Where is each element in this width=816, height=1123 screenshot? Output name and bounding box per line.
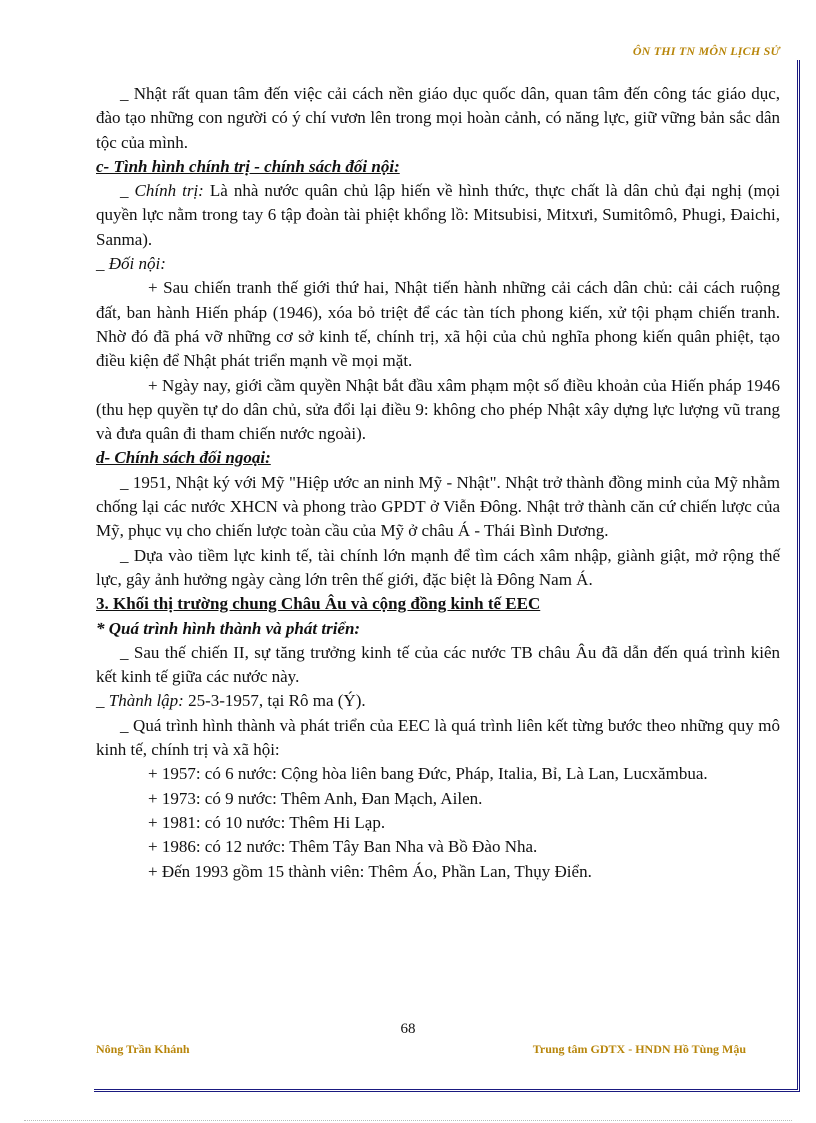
document-body: [96, 82, 780, 884]
footer-author: Nông Trần Khánh: [96, 1042, 190, 1056]
paragraph: _ Dựa vào tiềm lực kinh tế, tài chính lớn mạnh để tìm cách xâm nhập, giành giật, mở rộng thế lực, gây ảnh hưởng ngày càng lớn trên thế giới, đặc biệt là Đông Nam Á.: [96, 545, 780, 589]
footer-organization: Trung tâm GDTX - HNDN Hồ Tùng Mậu: [532, 1042, 746, 1056]
list-item: + 1973: có 9 nước: Thêm Anh, Đan Mạch, Ailen.: [148, 788, 483, 808]
paragraph: _ Chính trị: Là nhà nước quân chủ lập hiến về hình thức, thực chất là dân chủ đại nghị (mọi quyền lực nằm trong tay 6 tập đoàn tài phiệt khổng lồ: Mitsubisi, Mitxưi, Sumitômô, Phugi, Đaichi, Sanma).: [96, 181, 781, 249]
page-number: 68: [400, 1021, 416, 1037]
list-item: + Đến 1993 gồm 15 thành viên: Thêm Áo, Phần Lan, Thụy Điển.: [148, 861, 592, 881]
paragraph: + Sau chiến tranh thế giới thứ hai, Nhật tiến hành những cải cách dân chủ: cải cách ruộng đất, ban hành Hiến pháp (1946), xóa bỏ triệt để các tàn tích phong kiến, xử tội phạm chiến tranh. Nhờ đó đã phá vỡ những cơ sở kinh tế, chính trị, xã hội của chủ nghĩa phong kiến quân phiệt, tạo điều kiện để Nhật phát triển mạnh về mọi mặt.: [96, 278, 780, 371]
paragraph: _ Quá trình hình thành và phát triển của EEC là quá trình liên kết từng bước theo những quy mô kinh tế, chính trị và xã hội:: [96, 715, 780, 760]
list-item: + 1986: có 12 nước: Thêm Tây Ban Nha và Bồ Đào Nha.: [148, 837, 538, 857]
section-heading-3: 3. Khối thị trường chung Châu Âu và cộng đồng kinh tế EEC: [96, 594, 541, 614]
paragraph: _ 1951, Nhật ký với Mỹ "Hiệp ước an ninh Mỹ - Nhật". Nhật trở thành đồng minh của Mỹ nhằm chống lại các nước XHCN và phong trào GPDT ở Viễn Đông. Nhật trở thành căn cứ chiến lược của Mỹ, phục vụ cho chiến lược toàn cầu của Mỹ ở châu Á - Thái Bình Dương.: [96, 472, 780, 541]
paragraph: _ Nhật rất quan tâm đến việc cải cách nền giáo dục quốc dân, quan tâm đến công tác giáo dục, đào tạo những con người có ý chí vươn lên trong mọi hoàn cảnh, có năng lực, giữ vững bản sắc dân tộc của mình.: [96, 84, 780, 152]
running-header: ÔN THI TN MÔN LỊCH SỬ: [632, 44, 780, 58]
bottom-divider: [24, 1120, 792, 1121]
paragraph: _ Sau thế chiến II, sự tăng trưởng kinh tế của các nước TB châu Âu đã dẫn đến quá trình kiên kết kinh tế giữa các nước này.: [96, 642, 780, 687]
list-item: + 1957: có 6 nước: Cộng hòa liên bang Đức, Pháp, Italia, Bỉ, Là Lan, Lucxămbua.: [148, 764, 708, 784]
list-item: + 1981: có 10 nước: Thêm Hi Lạp.: [148, 812, 386, 832]
subheading: * Quá trình hình thành và phát triển:: [96, 618, 361, 638]
label: _ Đối nội:: [96, 254, 166, 274]
section-heading-d: d- Chính sách đối ngoại:: [96, 448, 271, 468]
paragraph: _ Thành lập: 25-3-1957, tại Rô ma (Ý).: [96, 691, 366, 711]
paragraph: + Ngày nay, giới cầm quyền Nhật bắt đầu xâm phạm một số điều khoản của Hiến pháp 1946 (thu hẹp quyền tự do dân chủ, sửa đổi lại điều 9: không cho phép Nhật xây dựng lực lượng vũ trang và đưa quân đi tham chiến nước ngoài).: [96, 375, 780, 444]
section-heading-c: c- Tình hình chính trị - chính sách đối nội:: [96, 156, 400, 176]
